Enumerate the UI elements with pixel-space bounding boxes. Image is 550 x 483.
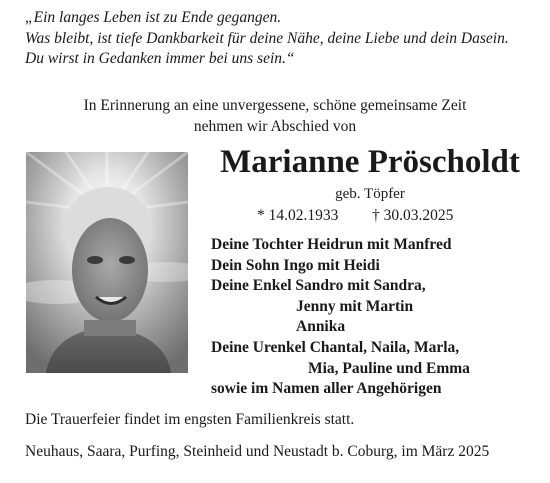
portrait-photo [26,152,188,373]
family-line: Deine Enkel Sandro mit Sandra, [211,277,426,295]
deceased-name: Marianne Pröscholdt [220,144,520,180]
intro-line: nehmen wir Abschied von [193,117,357,135]
funeral-note: Die Trauerfeier findet im engsten Familienkreis statt. [25,411,355,428]
birth-date: * 14.02.1933 [257,207,339,224]
quote-block [25,8,535,70]
maiden-name: geb. Töpfer [335,186,405,202]
family-line: Dein Sohn Ingo mit Heidi [211,256,380,274]
intro-text [0,96,550,137]
intro-line: In Erinnerung an eine unvergessene, schöne gemeinsame Zeit [83,97,467,114]
quote-line: Du wirst in Gedanken immer bei uns sein.“ [25,50,295,67]
quote-line: Was bleibt, ist tiefe Dankbarkeit für deine Nähe, deine Liebe und dein Dasein. [25,29,509,47]
portrait-illustration [26,152,188,373]
death-date: † 30.03.2025 [372,207,454,224]
quote-line: „Ein langes Leben ist zu Ende gegangen. [25,9,282,26]
place-date: Neuhaus, Saara, Purfing, Steinheid und Neustadt b. Coburg, im März 2025 [25,443,490,460]
family-line: sowie im Namen aller Angehörigen [211,380,442,398]
family-line: Mia, Pauline und Emma [308,359,470,377]
family-list [211,235,531,400]
family-line: Annika [296,318,346,336]
family-line: Deine Tochter Heidrun mit Manfred [211,236,452,253]
family-line: Jenny mit Martin [296,297,414,315]
family-line: Deine Urenkel Chantal, Naila, Marla, [211,338,460,356]
